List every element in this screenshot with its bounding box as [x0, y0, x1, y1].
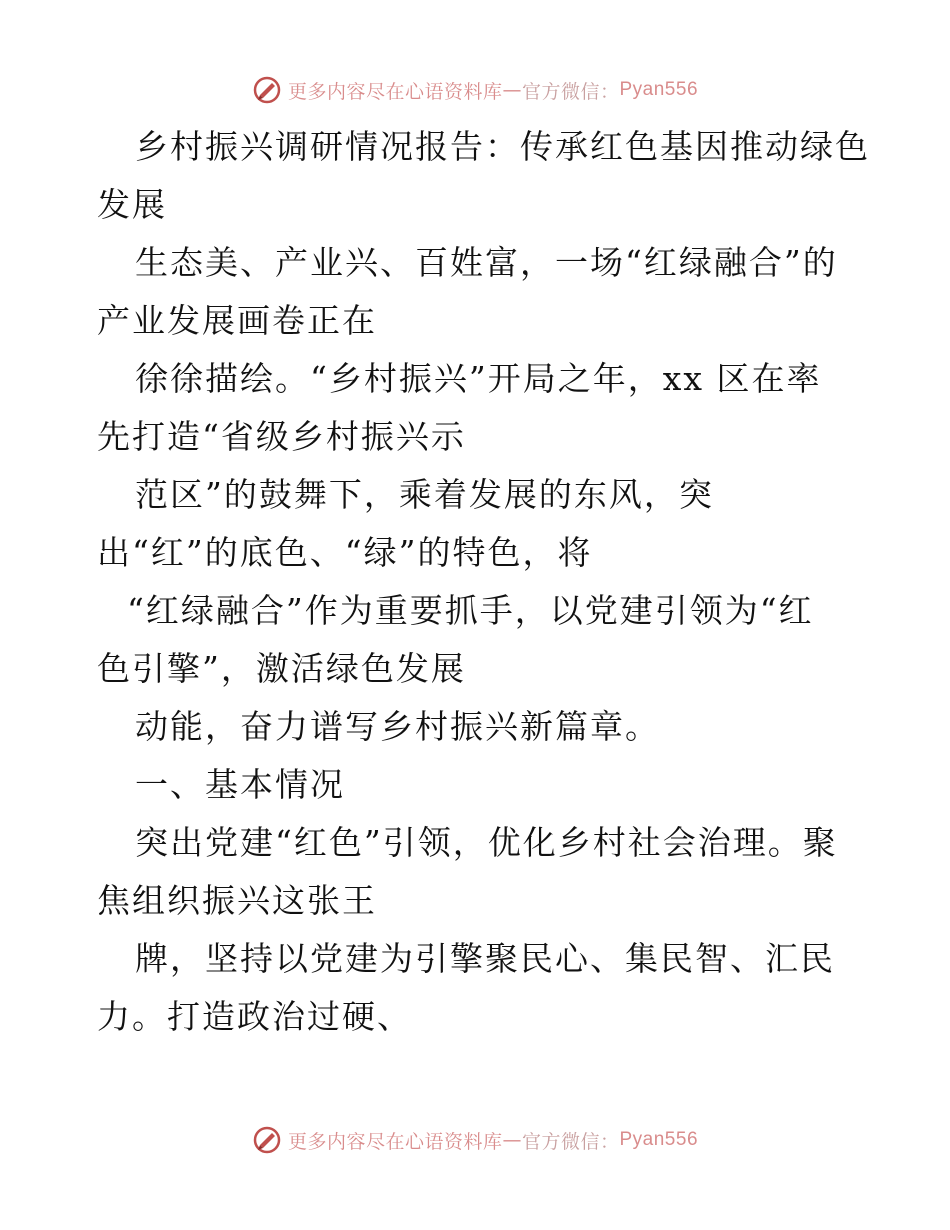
section-heading: 一、基本情况 [135, 765, 345, 804]
pen-logo-icon [252, 1125, 282, 1155]
watermark-wechat-id: Pyan556 [619, 79, 699, 100]
report-title-line-2: 发展 [97, 185, 167, 224]
paragraph-line: 先打造“省级乡村振兴示 [97, 417, 466, 456]
paragraph-line: 产业发展画卷正在 [97, 301, 377, 340]
paragraph-line: 动能，奋力谱写乡村振兴新篇章。 [135, 707, 660, 746]
watermark-text: 更多内容尽在心语资料库 [287, 1130, 503, 1153]
watermark-wechat-label: 官方微信： [521, 1130, 620, 1153]
paragraph-line: 力。打造政治过硬、 [97, 997, 412, 1036]
paragraph-line: 牌，坚持以党建为引擎聚民心、集民智、汇民 [135, 939, 835, 978]
document-body [97, 118, 870, 1046]
watermark-wechat-id: Pyan556 [619, 1129, 699, 1150]
paragraph-line: 焦组织振兴这张王 [97, 881, 377, 920]
footer-watermark [0, 1120, 950, 1160]
watermark-separator: — [502, 1129, 522, 1151]
watermark-text: 更多内容尽在心语资料库 [287, 80, 503, 103]
paragraph-line: 生态美、产业兴、百姓富，一场“红绿融合”的 [135, 243, 838, 282]
report-title-line-1: 乡村振兴调研情况报告：传承红色基因推动绿色 [135, 127, 870, 166]
paragraph-line: 出“红”的底色、“绿”的特色，将 [97, 533, 593, 572]
header-watermark [0, 70, 950, 110]
watermark-separator: — [502, 79, 522, 101]
paragraph-line: 色引擎”，激活绿色发展 [97, 649, 466, 688]
paragraph-line: 范区”的鼓舞下，乘着发展的东风，突 [135, 475, 714, 514]
paragraph-line: “红绿融合”作为重要抓手，以党建引领为“红 [127, 591, 814, 630]
paragraph-line: 突出党建“红色”引领，优化乡村社会治理。聚 [135, 823, 838, 862]
paragraph-line: 徐徐描绘。“乡村振兴”开局之年，xx 区在率 [135, 359, 822, 398]
watermark-wechat-label: 官方微信： [521, 80, 620, 103]
pen-logo-icon [252, 75, 282, 105]
